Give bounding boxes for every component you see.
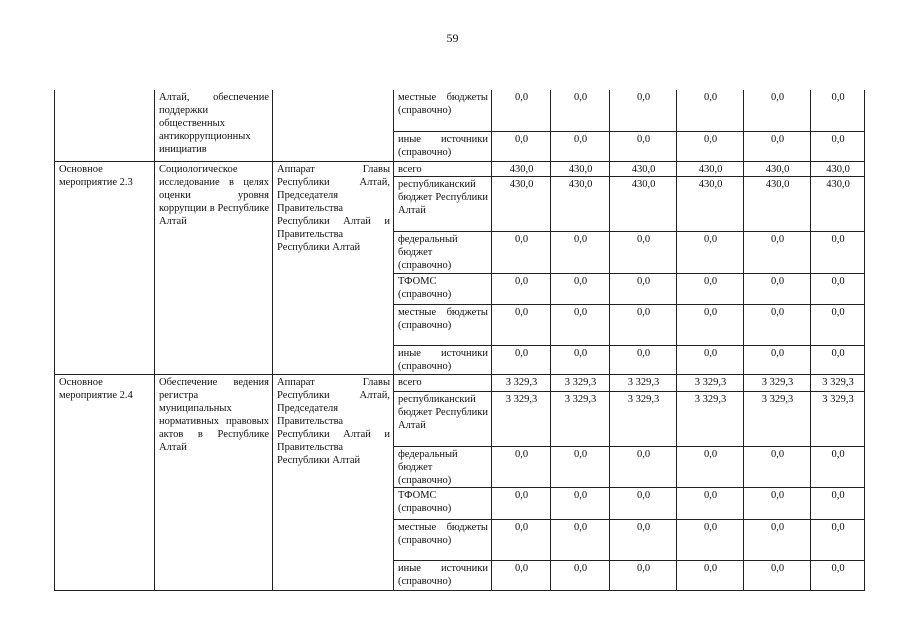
value-cell: 0,0 [492, 487, 551, 519]
funding-table [54, 90, 865, 591]
executor-cell [273, 90, 394, 161]
value-cell: 0,0 [811, 519, 865, 560]
value-cell: 0,0 [677, 560, 744, 590]
value-cell: 0,0 [610, 446, 677, 487]
value-cell: 3 329,3 [677, 391, 744, 446]
page-number: 59 [446, 31, 459, 45]
event-name-line: общественных [159, 118, 225, 129]
funding-source: иные источники (справочно) [394, 131, 492, 161]
value-cell: 0,0 [610, 304, 677, 345]
value-cell: 0,0 [492, 519, 551, 560]
value-cell: 0,0 [551, 273, 610, 304]
value-cell: 0,0 [551, 446, 610, 487]
value-cell: 0,0 [492, 131, 551, 161]
value-cell: 0,0 [610, 519, 677, 560]
value-cell: 0,0 [744, 487, 811, 519]
funding-source: местные бюджеты (справочно) [394, 304, 492, 345]
value-cell: 0,0 [551, 90, 610, 131]
value-cell: 3 329,3 [551, 391, 610, 446]
value-cell: 3 329,3 [492, 374, 551, 391]
value-cell: 0,0 [744, 273, 811, 304]
event-name-line: антикоррупционных [159, 131, 251, 142]
value-cell: 430,0 [744, 176, 811, 231]
value-cell: 3 329,3 [610, 374, 677, 391]
value-cell: 0,0 [811, 487, 865, 519]
value-cell: 0,0 [744, 231, 811, 273]
value-cell: 0,0 [610, 345, 677, 374]
value-cell: 0,0 [551, 560, 610, 590]
value-cell: 0,0 [677, 231, 744, 273]
value-cell: 0,0 [551, 304, 610, 345]
value-cell: 430,0 [610, 161, 677, 176]
value-cell: 0,0 [744, 560, 811, 590]
value-cell: 0,0 [551, 131, 610, 161]
value-cell: 0,0 [811, 90, 865, 131]
funding-source: местные бюджеты (справочно) [394, 90, 492, 131]
value-cell: 0,0 [610, 487, 677, 519]
event-label-cell: Основное мероприятие 2.3 [55, 161, 155, 374]
value-cell: 0,0 [811, 560, 865, 590]
value-cell: 0,0 [492, 446, 551, 487]
value-cell: 430,0 [744, 161, 811, 176]
value-cell: 3 329,3 [492, 391, 551, 446]
value-cell: 3 329,3 [610, 391, 677, 446]
value-cell: 0,0 [492, 90, 551, 131]
funding-source: всего [394, 161, 492, 176]
value-cell: 0,0 [677, 487, 744, 519]
value-cell: 0,0 [492, 304, 551, 345]
value-cell: 0,0 [811, 231, 865, 273]
value-cell: 0,0 [677, 304, 744, 345]
value-cell: 0,0 [492, 560, 551, 590]
value-cell: 0,0 [677, 90, 744, 131]
funding-source: всего [394, 374, 492, 391]
value-cell: 0,0 [744, 304, 811, 345]
event-name-line: поддержки [159, 105, 209, 116]
value-cell: 3 329,3 [551, 374, 610, 391]
event-name-line: инициатив [159, 144, 207, 155]
value-cell: 0,0 [492, 273, 551, 304]
value-cell: 0,0 [677, 273, 744, 304]
value-cell: 3 329,3 [744, 374, 811, 391]
value-cell: 0,0 [551, 345, 610, 374]
event-label-cell: Основное мероприятие 2.4 [55, 374, 155, 590]
value-cell: 430,0 [551, 161, 610, 176]
funding-source: республиканский бюджет Республики Алтай [394, 176, 492, 231]
funding-source: федеральный бюджет (справочно) [394, 446, 492, 487]
value-cell: 0,0 [811, 273, 865, 304]
event-name-line: Алтай, обеспечение [159, 92, 269, 103]
funding-source: ТФОМС (справочно) [394, 487, 492, 519]
value-cell: 0,0 [677, 519, 744, 560]
value-cell: 0,0 [811, 304, 865, 345]
event-name-cell: Социологическое исследование в целях оценки уровня коррупции в Республике Алтай [155, 161, 273, 374]
value-cell: 0,0 [492, 345, 551, 374]
event-name-cell: Обеспечение ведения регистра муниципальных нормативных правовых актов в Республике Алтай [155, 374, 273, 590]
value-cell: 430,0 [610, 176, 677, 231]
value-cell: 3 329,3 [677, 374, 744, 391]
value-cell: 0,0 [610, 231, 677, 273]
value-cell: 430,0 [677, 176, 744, 231]
value-cell: 3 329,3 [811, 391, 865, 446]
value-cell: 430,0 [811, 161, 865, 176]
funding-source: федеральный бюджет (справочно) [394, 231, 492, 273]
value-cell: 0,0 [811, 446, 865, 487]
value-cell: 0,0 [744, 345, 811, 374]
event-label-cell [55, 90, 155, 161]
value-cell: 430,0 [551, 176, 610, 231]
value-cell: 0,0 [677, 345, 744, 374]
value-cell: 0,0 [677, 446, 744, 487]
value-cell: 0,0 [811, 131, 865, 161]
table-row [55, 90, 865, 131]
value-cell: 0,0 [744, 519, 811, 560]
value-cell: 3 329,3 [811, 374, 865, 391]
executor-cell: Аппарат Главы Республики Алтай, Председателя Правительства Республики Алтай и Правительства Республики Алтай [273, 161, 394, 374]
value-cell: 0,0 [551, 487, 610, 519]
value-cell: 0,0 [744, 446, 811, 487]
value-cell: 0,0 [551, 231, 610, 273]
value-cell: 0,0 [677, 131, 744, 161]
event-name-cell [155, 90, 273, 161]
value-cell: 430,0 [811, 176, 865, 231]
value-cell: 0,0 [744, 131, 811, 161]
value-cell: 0,0 [811, 345, 865, 374]
table-row [55, 374, 865, 391]
executor-cell: Аппарат Главы Республики Алтай, Председателя Правительства Республики Алтай и Правительства Республики Алтай [273, 374, 394, 590]
value-cell: 0,0 [492, 231, 551, 273]
funding-source: местные бюджеты (справочно) [394, 519, 492, 560]
funding-source: республиканский бюджет Республики Алтай [394, 391, 492, 446]
value-cell: 430,0 [492, 176, 551, 231]
funding-source: иные источники (справочно) [394, 345, 492, 374]
funding-source: ТФОМС (справочно) [394, 273, 492, 304]
value-cell: 3 329,3 [744, 391, 811, 446]
value-cell: 0,0 [610, 90, 677, 131]
value-cell: 0,0 [744, 90, 811, 131]
value-cell: 430,0 [492, 161, 551, 176]
value-cell: 0,0 [610, 560, 677, 590]
value-cell: 0,0 [610, 273, 677, 304]
funding-source: иные источники (справочно) [394, 560, 492, 590]
value-cell: 430,0 [677, 161, 744, 176]
value-cell: 0,0 [551, 519, 610, 560]
table-row [55, 161, 865, 176]
value-cell: 0,0 [610, 131, 677, 161]
